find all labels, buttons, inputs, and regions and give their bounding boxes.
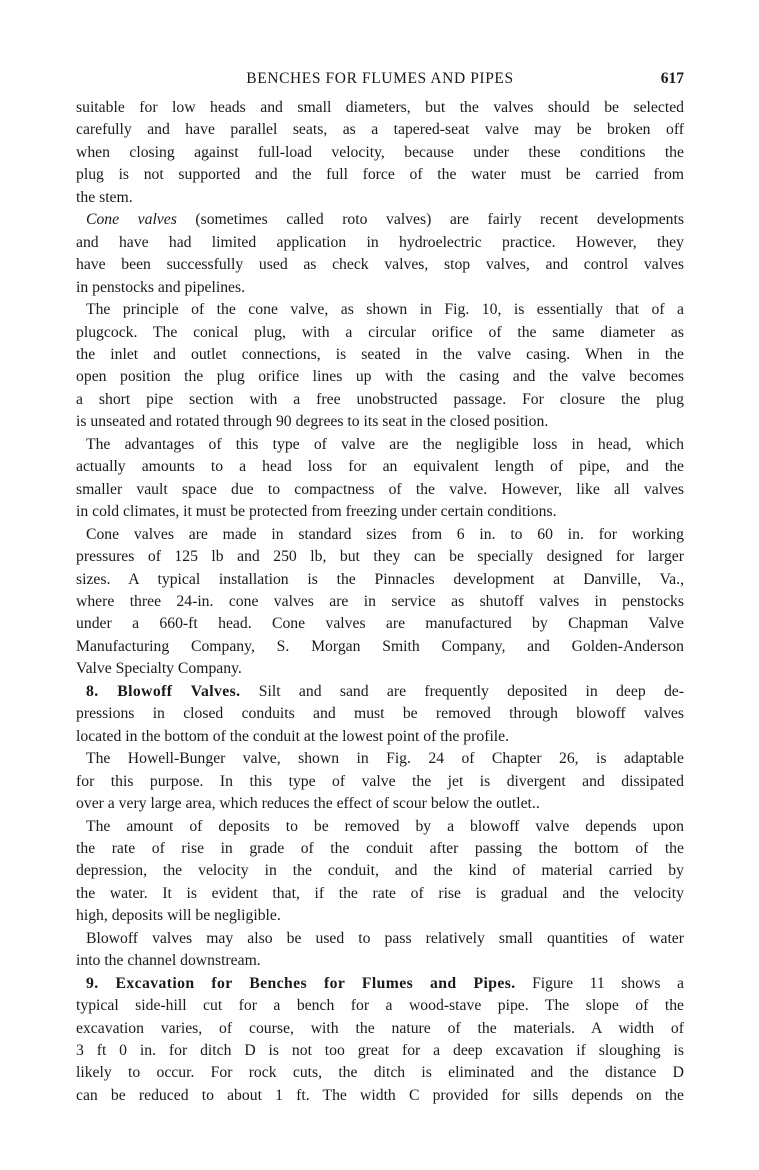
text-line: depression, the velocity in the conduit, and the kind of material carried by (76, 862, 684, 880)
text-line: can be reduced to about 1 ft. The width C provided for sills depends on the (76, 1086, 684, 1104)
text-line: when closing against full-load velocity, because under these conditions the (76, 143, 684, 161)
text-line: smaller vault space due to compactness of the valve. However, like all valves (76, 480, 684, 498)
body-text (76, 97, 684, 1107)
text-line: Cone valves are made in standard sizes from 6 in. to 60 in. for working (86, 525, 684, 543)
text-line (76, 209, 684, 231)
page-number: 617 (660, 70, 684, 87)
text-line: the rate of rise in grade of the conduit after passing the bottom of the (76, 839, 684, 857)
text-line: located in the bottom of the conduit at the lowest point of the profile. (76, 727, 510, 745)
text-line: The Howell-Bunger valve, shown in Fig. 24 of Chapter 26, is adaptable (86, 750, 684, 768)
text-line: a short pipe section with a free unobstructed passage. For closure the plug (76, 390, 684, 408)
section-9-excavation (76, 973, 684, 1108)
text-line: The amount of deposits to be removed by a blowoff valve depends upon (86, 817, 684, 835)
text-line: where three 24-in. cone valves are in service as shutoff valves in penstocks (76, 592, 684, 610)
paragraph (76, 97, 684, 209)
text-line: typical side-hill cut for a bench for a wood-stave pipe. The slope of the (76, 997, 684, 1015)
text-line: under a 660-ft head. Cone valves are manufactured by Chapman Valve (76, 615, 684, 633)
paragraph (76, 434, 684, 524)
text-line: The principle of the cone valve, as shown in Fig. 10, is essentially that of a (86, 301, 684, 319)
text-line: suitable for low heads and small diameters, but the valves should be selected (76, 99, 684, 116)
text-line: high, deposits will be negligible. (76, 907, 281, 925)
text-line: and have had limited application in hydroelectric practice. However, they (76, 233, 684, 251)
text-line: likely to occur. For rock cuts, the ditch is eliminated and the distance D (76, 1064, 684, 1082)
text-line: the water. It is evident that, if the rate of rise is gradual and the velocity (76, 884, 684, 902)
text-line: into the channel downstream. (76, 952, 261, 970)
text-line: excavation varies, of course, with the nature of the materials. A width of (76, 1019, 684, 1037)
text-line: in cold climates, it must be protected from freezing under certain conditions. (76, 503, 557, 521)
text-line: pressions in closed conduits and must be removed through blowoff valves (76, 705, 684, 723)
text-line: the stem. (76, 188, 133, 206)
text-run: Silt and sand are frequently deposited in deep de- (240, 682, 684, 700)
running-title: BENCHES FOR FLUMES AND PIPES (246, 70, 514, 87)
text-line: actually amounts to a head loss for an equivalent length of pipe, and the (76, 458, 684, 476)
text-line: Manufacturing Company, S. Morgan Smith Company, and Golden-Anderson (76, 637, 684, 655)
text-run: (sometimes called roto valves) are fairly recent developments (176, 211, 684, 229)
italic-term: Cone valves (86, 211, 177, 229)
text-line: sizes. A typical installation is the Pinnacles development at Danville, Va., (76, 570, 684, 588)
text-line: carefully and have parallel seats, as a tapered-seat valve may be broken off (76, 121, 684, 139)
text-line: the inlet and outlet connections, is seated in the valve casing. When in the (76, 345, 684, 363)
paragraph (76, 524, 684, 681)
paragraph (76, 748, 684, 815)
text-line: plug is not supported and the full force of the water must be carried from (76, 166, 684, 184)
paragraph (76, 816, 684, 928)
paragraph (76, 299, 684, 434)
text-line: over a very large area, which reduces the effect of scour below the outlet.. (76, 795, 540, 813)
paragraph (76, 209, 684, 299)
text-line (76, 973, 684, 995)
running-header (76, 70, 684, 92)
text-line: for this purpose. In this type of valve the jet is divergent and dissipated (76, 772, 684, 790)
text-line: Valve Specialty Company. (76, 660, 242, 678)
text-line: The advantages of this type of valve are the negligible loss in head, which (86, 435, 684, 453)
text-line: 3 ft 0 in. for ditch D is not too great for a deep excavation if sloughing is (76, 1042, 684, 1060)
text-line: plugcock. The conical plug, with a circular orifice of the same diameter as (76, 323, 684, 341)
text-line (76, 681, 684, 703)
section-heading: 8. Blowoff Valves. (86, 682, 241, 700)
section-8-blowoff-valves (76, 681, 684, 748)
text-line: open position the plug orifice lines up with the casing and the valve becomes (76, 368, 684, 386)
section-heading: 9. Excavation for Benches for Flumes and Pipes. (86, 974, 516, 992)
text-line: in penstocks and pipelines. (76, 278, 246, 296)
text-line: have been successfully used as check valves, stop valves, and control valves (76, 256, 684, 274)
text-line: pressures of 125 lb and 250 lb, but they can be specially designed for larger (76, 548, 684, 566)
text-run: Figure 11 shows a (515, 974, 684, 992)
text-line: is unseated and rotated through 90 degrees to its seat in the closed position. (76, 413, 549, 431)
paragraph (76, 928, 684, 973)
text-line: Blowoff valves may also be used to pass relatively small quantities of water (86, 929, 684, 947)
